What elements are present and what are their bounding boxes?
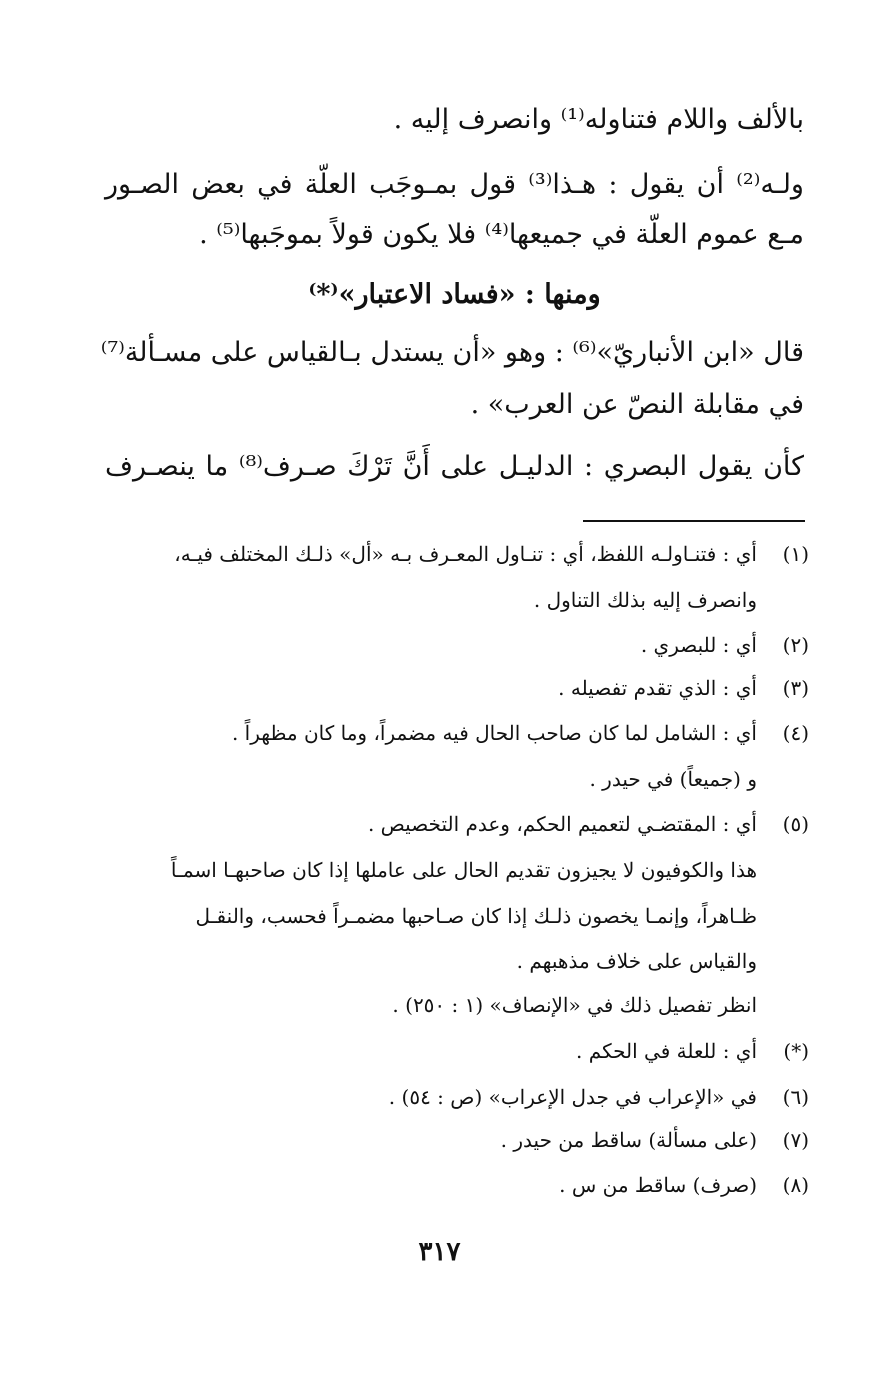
footnote-5-line-2: هذا والكوفيون لا يجيزون تقديم الحال على عاملها إذا كان صاحبهـا اسمـاً	[170, 858, 757, 882]
main-text-line-1: بالألف واللام فتناوله⁽¹⁾ وانصرف إليه .	[393, 104, 804, 135]
footnote-number: (١)	[782, 542, 809, 566]
footnote-number: (٦)	[782, 1085, 809, 1109]
footnote-5-line-1: أي : المقتضـي لتعميم الحكم، وعدم التخصيص .	[367, 812, 757, 836]
main-text-paragraph-4-line-1: كأن يقول البصري : الدليـل على أَنَّ تَرْكَ صـرف⁽⁸⁾ ما ينصـرف	[105, 451, 804, 482]
footnote-number: (٥)	[782, 812, 809, 836]
footnote-1-line-2: وانصرف إليه بذلك التناول .	[533, 588, 757, 612]
footnote-1-line-1: أي : فتنـاولـه اللفظ، أي : تنـاول المعـرف بـه «أل» ذلـك المختلف فيـه،	[174, 542, 757, 566]
footnote-2-line-1: أي : للبصري .	[640, 633, 757, 657]
section-heading: ومنها : «فساد الاعتبار»⁽*⁾	[308, 279, 601, 310]
main-text-paragraph-3-line-2: في مقابلة النصّ عن العرب» .	[470, 389, 804, 420]
footnote-3-line-1: أي : الذي تقدم تفصيله .	[558, 676, 757, 700]
footnote-number: (٤)	[782, 721, 809, 745]
footnote-5-line-5: انظر تفصيل ذلك في «الإنصاف» (١ : ٢٥٠) .	[392, 993, 757, 1017]
main-text-paragraph-2-line-1: ولـه⁽²⁾ أن يقول : هـذا⁽³⁾ قول بمـوجَب العلّة في بعض الصـور	[105, 169, 804, 200]
main-text-paragraph-2-line-2: مـع عموم العلّة في جميعها⁽⁴⁾ فلا يكون قولاً بموجَبها⁽⁵⁾ .	[199, 219, 804, 250]
footnote-5-line-4: والقياس على خلاف مذهبهم .	[516, 949, 757, 973]
footnote-star-line-1: أي : للعلة في الحكم .	[576, 1039, 757, 1063]
footnote-number: (٨)	[782, 1173, 809, 1197]
footnote-4-line-2: و (جميعاً) في حيدر .	[589, 767, 757, 791]
footnote-6-line-1: في «الإعراب في جدل الإعراب» (ص : ٥٤) .	[388, 1085, 757, 1109]
page-number: ٣١٧	[418, 1237, 461, 1267]
footnote-5-line-3: ظـاهراً، وإنمـا يخصون ذلـك إذا كان صـاحبها مضمـراً فحسب، والنقـل	[195, 904, 757, 928]
footnote-number: (٢)	[782, 633, 809, 657]
footnote-number: (*)	[783, 1039, 809, 1063]
footnote-7-line-1: (على مسألة) ساقط من حيدر .	[500, 1128, 757, 1152]
footnote-number: (٧)	[782, 1128, 809, 1152]
footnote-separator	[583, 520, 805, 522]
main-text-paragraph-3-line-1: قال «ابن الأنباريّ»⁽⁶⁾ : وهو «أن يستدل بـالقياس على مسـألة⁽⁷⁾	[100, 337, 804, 368]
footnote-4-line-1: أي : الشامل لما كان صاحب الحال فيه مضمراً، وما كان مظهراً .	[231, 721, 757, 745]
footnote-8-line-1: (صرف) ساقط من س .	[559, 1173, 757, 1197]
footnote-number: (٣)	[782, 676, 809, 700]
